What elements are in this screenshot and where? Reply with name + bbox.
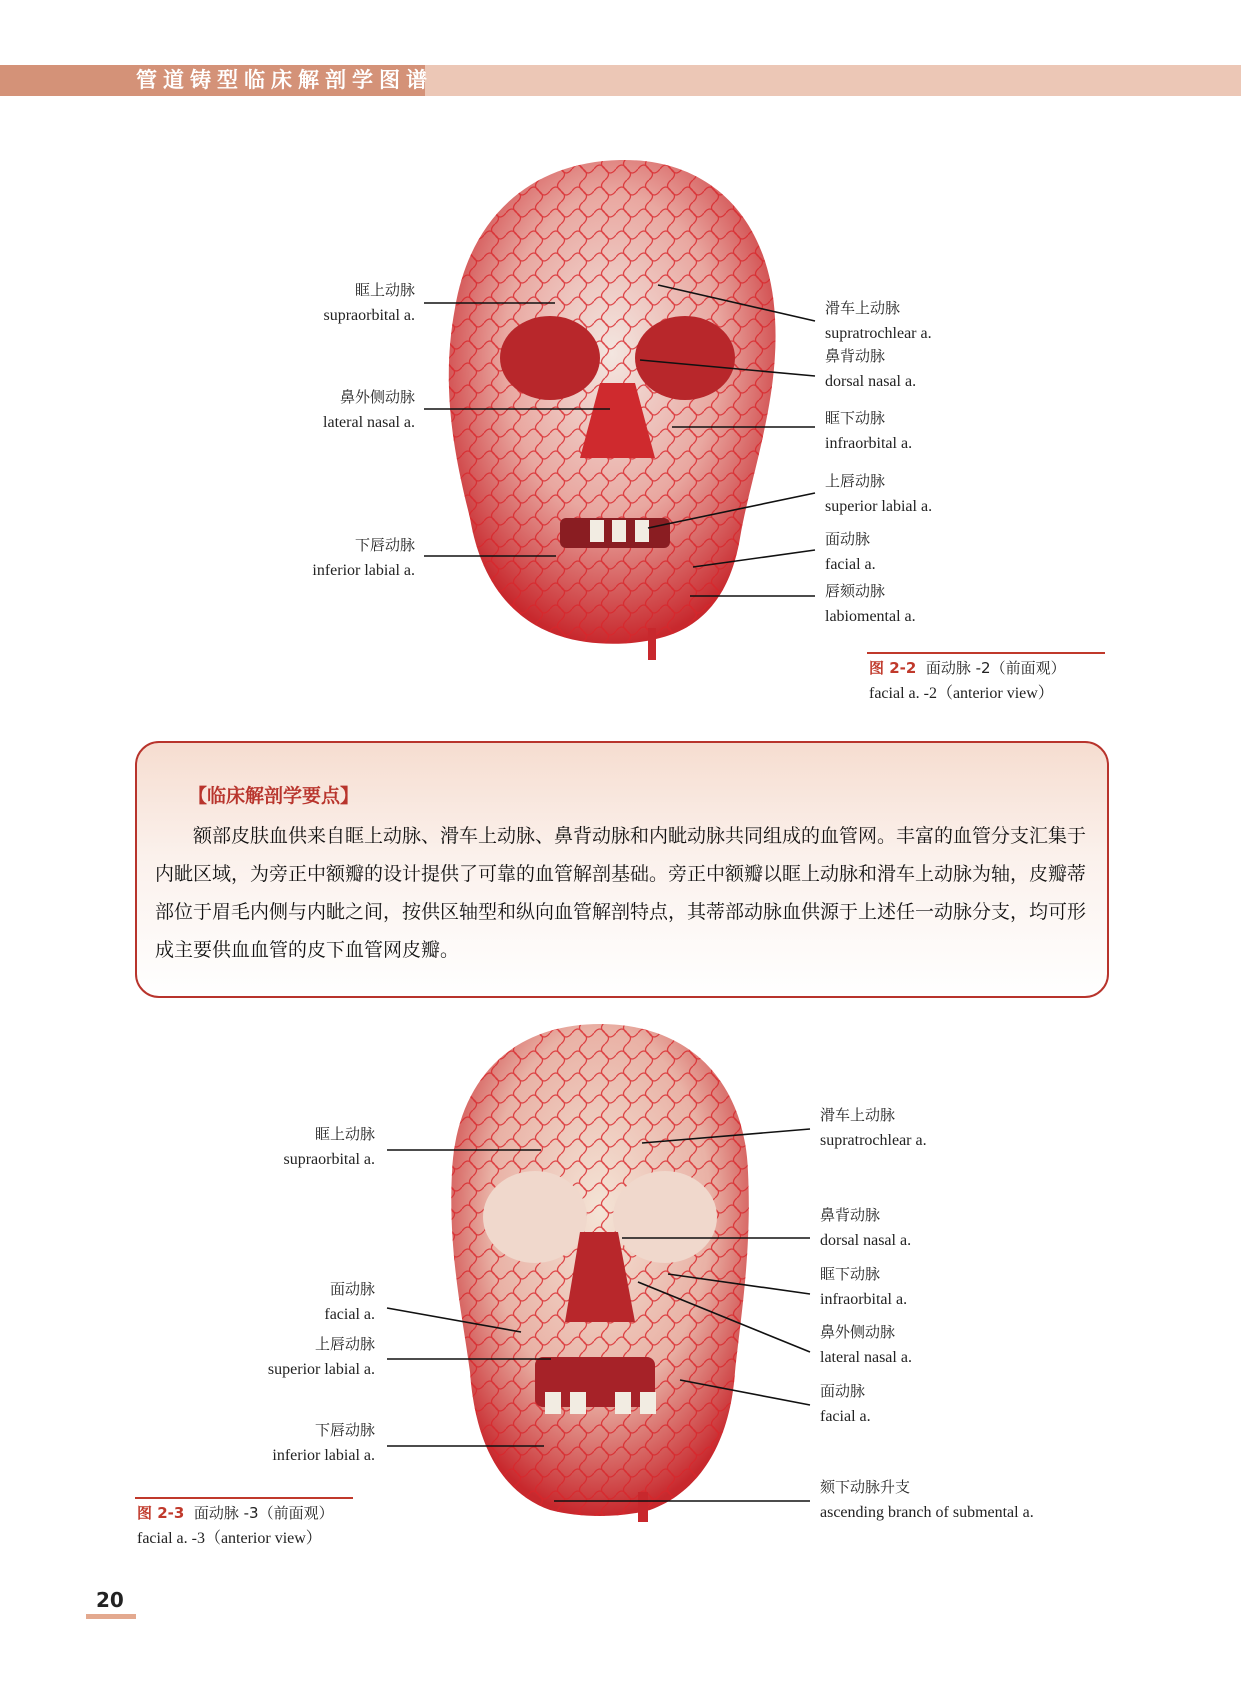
page-number: 20 xyxy=(96,1588,124,1612)
fig1-caption-rule xyxy=(867,652,1105,654)
fig2-label-superior-labial: 上唇动脉 superior labial a. xyxy=(267,1335,375,1378)
fig1-label-lateral-nasal: 鼻外侧动脉 lateral nasal a. xyxy=(323,388,415,431)
fig1-label-supraorbital: 眶上动脉 supraorbital a. xyxy=(323,281,415,324)
fig2-label-infraorbital: 眶下动脉 infraorbital a. xyxy=(820,1265,908,1308)
clinical-notes-title: 【临床解剖学要点】 xyxy=(188,785,360,807)
skull-cast-photo-2 xyxy=(440,1022,760,1522)
fig1-caption: 图 2-2 面动脉 -2（前面观） facial a. -2（anterior view） xyxy=(869,659,1066,702)
fig2-label-facial-right: 面动脉 facial a. xyxy=(820,1382,871,1425)
fig2-label-dorsal-nasal: 鼻背动脉 dorsal nasal a. xyxy=(820,1206,912,1249)
fig1-label-superior-labial: 上唇动脉 superior labial a. xyxy=(825,472,933,515)
fig2-label-inferior-labial: 下唇动脉 inferior labial a. xyxy=(272,1421,375,1464)
fig2-label-facial: 面动脉 facial a. xyxy=(324,1280,375,1323)
fig2-label-supratrochlear: 滑车上动脉 supratrochlear a. xyxy=(820,1106,927,1149)
fig2-caption-rule xyxy=(135,1497,353,1499)
fig1-label-infraorbital: 眶下动脉 infraorbital a. xyxy=(825,409,913,452)
fig1-label-labiomental: 唇颏动脉 labiomental a. xyxy=(825,582,916,625)
clinical-notes-text: 额部皮肤血供来自眶上动脉、滑车上动脉、鼻背动脉和内眦动脉共同组成的血管网。丰富的血管分支汇集于内眦区域，为旁正中额瓣的设计提供了可靠的血管解剖基础。旁正中额瓣以眶上动脉和滑车上动脉为轴，皮瓣蒂部位于眉毛内侧与内眦之间，按供区轴型和纵向血管解剖特点，其蒂部动脉血供源于上述任一动脉分支，均可形成主要供血血管的皮下血管网皮瓣。 xyxy=(155,825,1087,961)
fig1-label-dorsal-nasal: 鼻背动脉 dorsal nasal a. xyxy=(825,347,917,390)
fig1-label-inferior-labial: 下唇动脉 inferior labial a. xyxy=(312,536,415,579)
fig2-label-lateral-nasal: 鼻外侧动脉 lateral nasal a. xyxy=(820,1323,912,1366)
skull-cast-photo-1 xyxy=(440,158,795,660)
fig2-caption: 图 2-3 面动脉 -3（前面观） facial a. -3（anterior view） xyxy=(137,1504,334,1547)
fig1-label-supratrochlear: 滑车上动脉 supratrochlear a. xyxy=(825,299,932,342)
fig2-label-submental-ascending: 颏下动脉升支 ascending branch of submental a. xyxy=(820,1478,1034,1521)
book-title: 管道铸型临床解剖学图谱 xyxy=(136,68,433,92)
page-number-rule xyxy=(86,1614,136,1619)
fig2-label-supraorbital: 眶上动脉 supraorbital a. xyxy=(283,1125,375,1168)
fig1-label-facial: 面动脉 facial a. xyxy=(825,530,876,573)
